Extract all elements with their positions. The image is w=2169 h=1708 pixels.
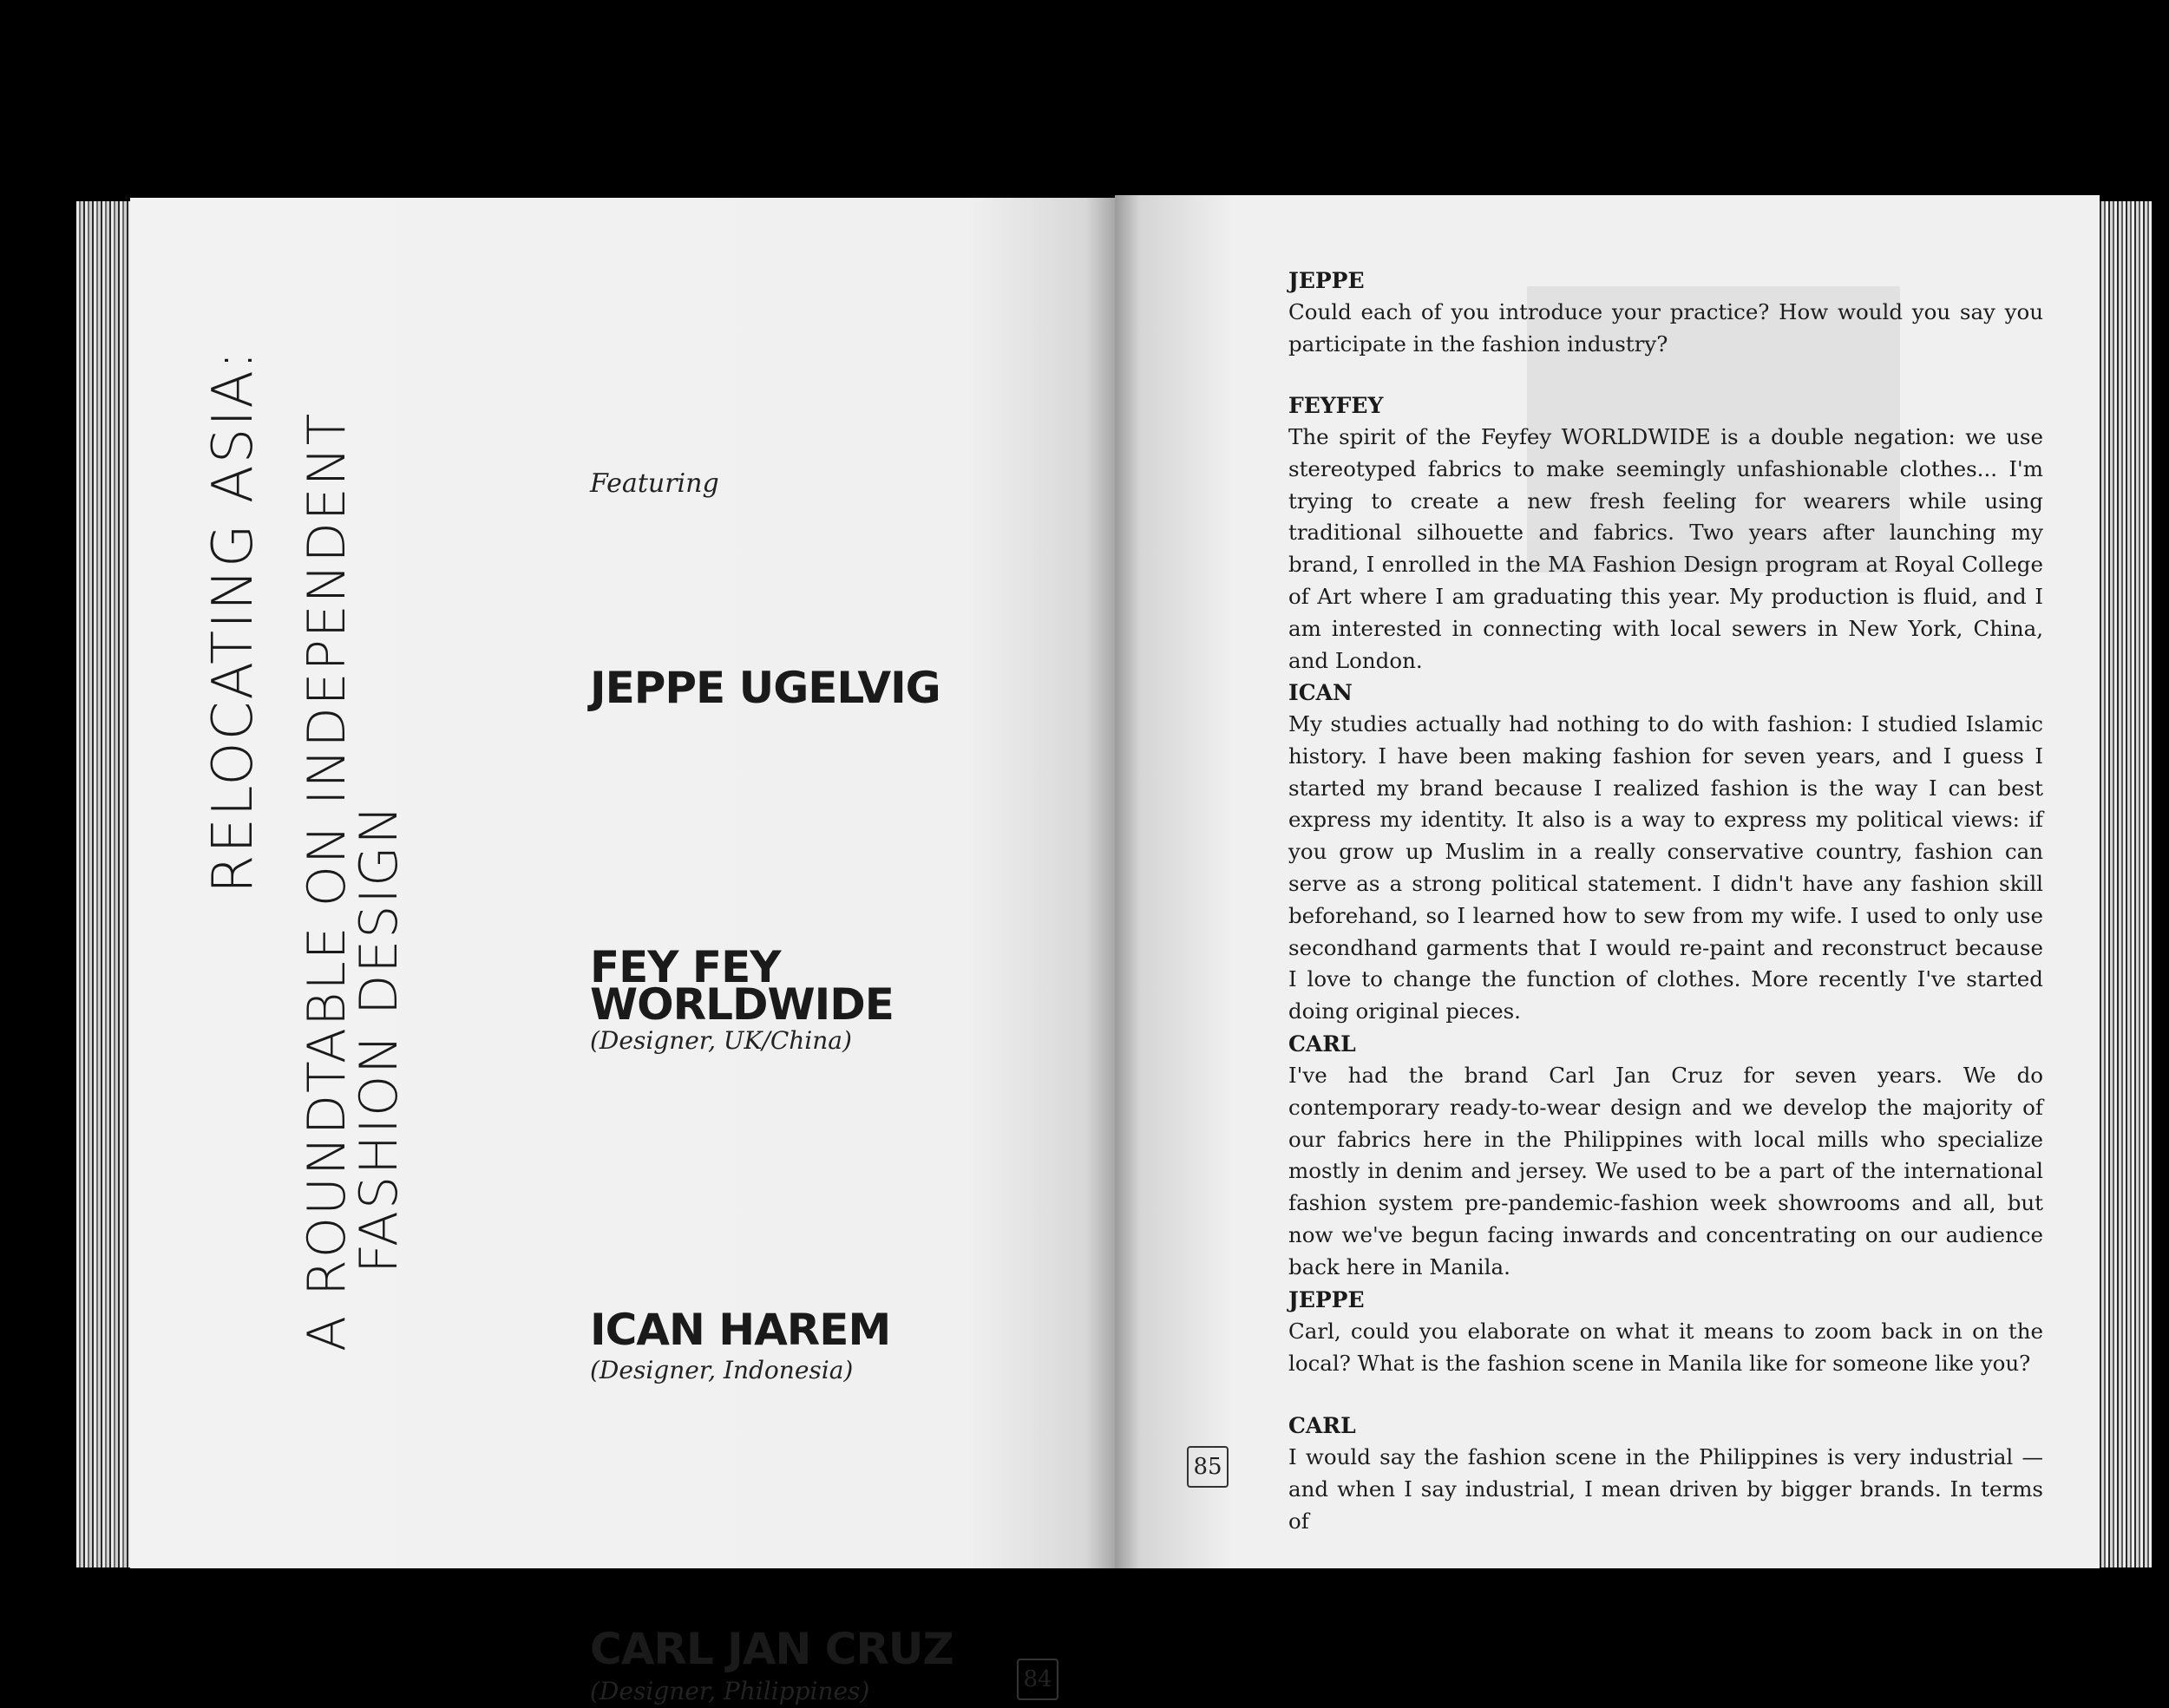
left-page (130, 198, 1115, 1705)
participant-name: CARL JAN CRUZ (590, 1624, 953, 1674)
participant-role: (Designer, Indonesia) (590, 1356, 854, 1384)
dialogue-text: The spirit of the Feyfey WORLDWIDE is a double negation: we use stereotyped fabrics to make seemingly unfashionable clothes... I'm trying to create a new fresh feeling for wearers while using traditional silhouette and fabrics. Two years after launching my brand, I enrolled in the MA Fashion Design program at Royal College of Art where I am graduating this year. My production is fluid, and I am interested in connecting with local sewers in New York, China, and London. (1288, 424, 2043, 673)
speaker-name: FEYFEY (1288, 393, 1384, 418)
title-line-3: FASHION DESIGN (349, 803, 410, 1273)
speaker-name: JEPPE (1288, 1287, 1365, 1312)
dialogue-text: I would say the fashion scene in the Philippines is very industrial — and when I say industrial, I mean driven by bigger brands. In terms of (1288, 1444, 2043, 1534)
participant-name-line-2: WORLDWIDE (590, 979, 894, 1030)
right-page (1115, 195, 2100, 1568)
page-number: 85 (1187, 1446, 1229, 1488)
dialogue-entry (1288, 265, 2043, 361)
dialogue-entry (1288, 389, 2043, 677)
dialogue-entry (1288, 1028, 2043, 1284)
speaker-name: CARL (1288, 1031, 1356, 1057)
dialogue-text: I've had the brand Carl Jan Cruz for seven years. We do contemporary ready-to-wear design and we develop the majority of our fabrics here in the Philippines with local mills who specialize mostly in denim and jersey. We used to be a part of the international fashion system pre-pandemic-fashion week showrooms and all, but now we've begun facing inwards and concentrating on our audience back here in Manila. (1288, 1063, 2043, 1279)
title-line-2: A ROUNDTABLE ON INDEPENDENT (297, 411, 357, 1351)
participant-name: ICAN HAREM (590, 1305, 891, 1355)
page-stack-right (2091, 201, 2152, 1567)
dialogue-text: Carl, could you elaborate on what it means to zoom back in on the local? What is the fashion scene in Manila like for someone like you? (1288, 1319, 2043, 1376)
page-number: 84 (1017, 1659, 1058, 1700)
dialogue-entry (1288, 1284, 2043, 1380)
page-stack-left (76, 201, 137, 1567)
participant-name: JEPPE UGELVIG (590, 663, 940, 713)
participant-role: (Designer, UK/China) (590, 1026, 852, 1055)
dialogue-entry (1288, 677, 2043, 1028)
speaker-name: JEPPE (1288, 268, 1365, 293)
participant-name-line-1: FEY FEY (590, 942, 781, 992)
featuring-label: Featuring (590, 468, 719, 499)
speaker-name: ICAN (1288, 680, 1353, 705)
speaker-name: CARL (1288, 1413, 1356, 1438)
title-line-1: RELOCATING ASIA: (201, 349, 265, 893)
dialogue-entry (1288, 1410, 2043, 1537)
dialogue-text: My studies actually had nothing to do with fashion: I studied Islamic history. I have been making fashion for seven years, and I guess I started my brand because I realized fashion is the way I can best express my identity. It also is a way to express my political views: if you grow up Muslim in a really conservative country, fashion can serve as a strong political statement. I didn't have any fashion skill beforehand, so I learned how to sew from my wife. I used to only use secondhand garments that I would re-paint and reconstruct because I love to change the function of clothes. More recently I've started doing original pieces. (1288, 711, 2043, 1024)
participant-role: (Designer, Philippines) (590, 1677, 870, 1705)
dialogue-text: Could each of you introduce your practice? How would you say you participate in the fashion industry? (1288, 299, 2043, 357)
